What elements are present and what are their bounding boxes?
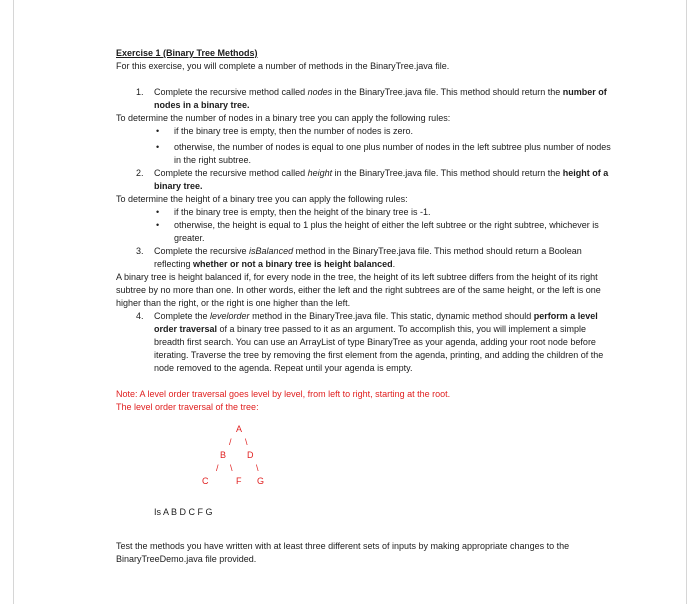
item-number: 3. bbox=[136, 246, 144, 256]
tree-node-g: G bbox=[257, 476, 265, 486]
tree-edge-b-c: / bbox=[216, 463, 219, 473]
document-page bbox=[13, 0, 687, 604]
balanced-explanation: A binary tree is height balanced if, for every node in the tree, the height of its left subtree differs from the height of its right subtree by no more than one. In other words, either the left and the right subtrees are of the same height, or the left is one higher than the right, or the right is one higher than the left. bbox=[116, 272, 601, 308]
tree-node-d: D bbox=[247, 450, 254, 460]
note-line-1: Note: A level order traversal goes level by level, from left to right, starting at the root. bbox=[116, 389, 451, 399]
bullet-icon: • bbox=[156, 207, 160, 217]
bullet-item: • otherwise, the height is equal to 1 plus the height of either the left subtree or the right subtree, whichever is greater. bbox=[156, 220, 599, 243]
list-item-1: 1. Complete the recursive method called nodes in the BinaryTree.java file. This method should return the number of nodes in a binary tree. bbox=[136, 87, 607, 110]
tree-node-b: B bbox=[220, 450, 227, 460]
tree-edge-d-g: \ bbox=[256, 463, 259, 473]
bullet-item: • if the binary tree is empty, then the height of the binary tree is -1. bbox=[156, 207, 431, 217]
tree-node-a: A bbox=[236, 424, 243, 434]
tree-edge-b-f: \ bbox=[230, 463, 233, 473]
list-item-3: 3. Complete the recursive isBalanced method in the BinaryTree.java file. This method should return a Boolean reflecting whether or not a binary tree is height balanced. bbox=[136, 246, 582, 269]
list-item-4: 4. Complete the levelorder method in the BinaryTree.java file. This static, dynamic method should perform a level order traversal of a binary tree passed to it as an argument. To accomplish this, you will implement a simple breadth first search. You can use an ArrayList of type BinaryTree as your agenda, adding your root node before iterating. Traverse the tree by removing the first element from the agenda, printing, and adding the children of the node removed to the agenda. Repeat until your agenda is empty. bbox=[136, 311, 604, 373]
note-line-2: The level order traversal of the tree: bbox=[116, 402, 259, 412]
closing-text: Test the methods you have written with at least three different sets of inputs by making appropriate changes to the BinaryTreeDemo.java file provided. bbox=[116, 541, 570, 564]
bullet-icon: • bbox=[156, 126, 160, 136]
tree-edge-a-b: / bbox=[229, 437, 232, 447]
item-number: 4. bbox=[136, 311, 144, 321]
list-item-2: 2. Complete the recursive method called height in the BinaryTree.java file. This method should return the height of a binary tree. bbox=[136, 168, 609, 191]
height-rules-intro: To determine the height of a binary tree you can apply the following rules: bbox=[116, 194, 408, 204]
intro-text: For this exercise, you will complete a number of methods in the BinaryTree.java file. bbox=[116, 61, 450, 71]
bullet-item: • otherwise, the number of nodes is equal to one plus number of nodes in the left subtree plus number of nodes in the right subtree. bbox=[156, 142, 611, 165]
exercise-heading: Exercise 1 (Binary Tree Methods) bbox=[116, 48, 258, 58]
bullet-item: • if the binary tree is empty, then the number of nodes is zero. bbox=[156, 126, 413, 136]
bullet-icon: • bbox=[156, 220, 160, 230]
nodes-rules-intro: To determine the number of nodes in a binary tree you can apply the following rules: bbox=[116, 113, 451, 123]
item-number: 1. bbox=[136, 87, 144, 97]
traversal-result: Is A B D C F G bbox=[154, 507, 213, 517]
tree-edge-a-d: \ bbox=[245, 437, 248, 447]
document-content bbox=[116, 47, 616, 566]
binary-tree-diagram bbox=[116, 424, 616, 496]
item-number: 2. bbox=[136, 168, 144, 178]
tree-node-f: F bbox=[236, 476, 242, 486]
tree-node-c: C bbox=[202, 476, 209, 486]
bullet-icon: • bbox=[156, 142, 160, 152]
